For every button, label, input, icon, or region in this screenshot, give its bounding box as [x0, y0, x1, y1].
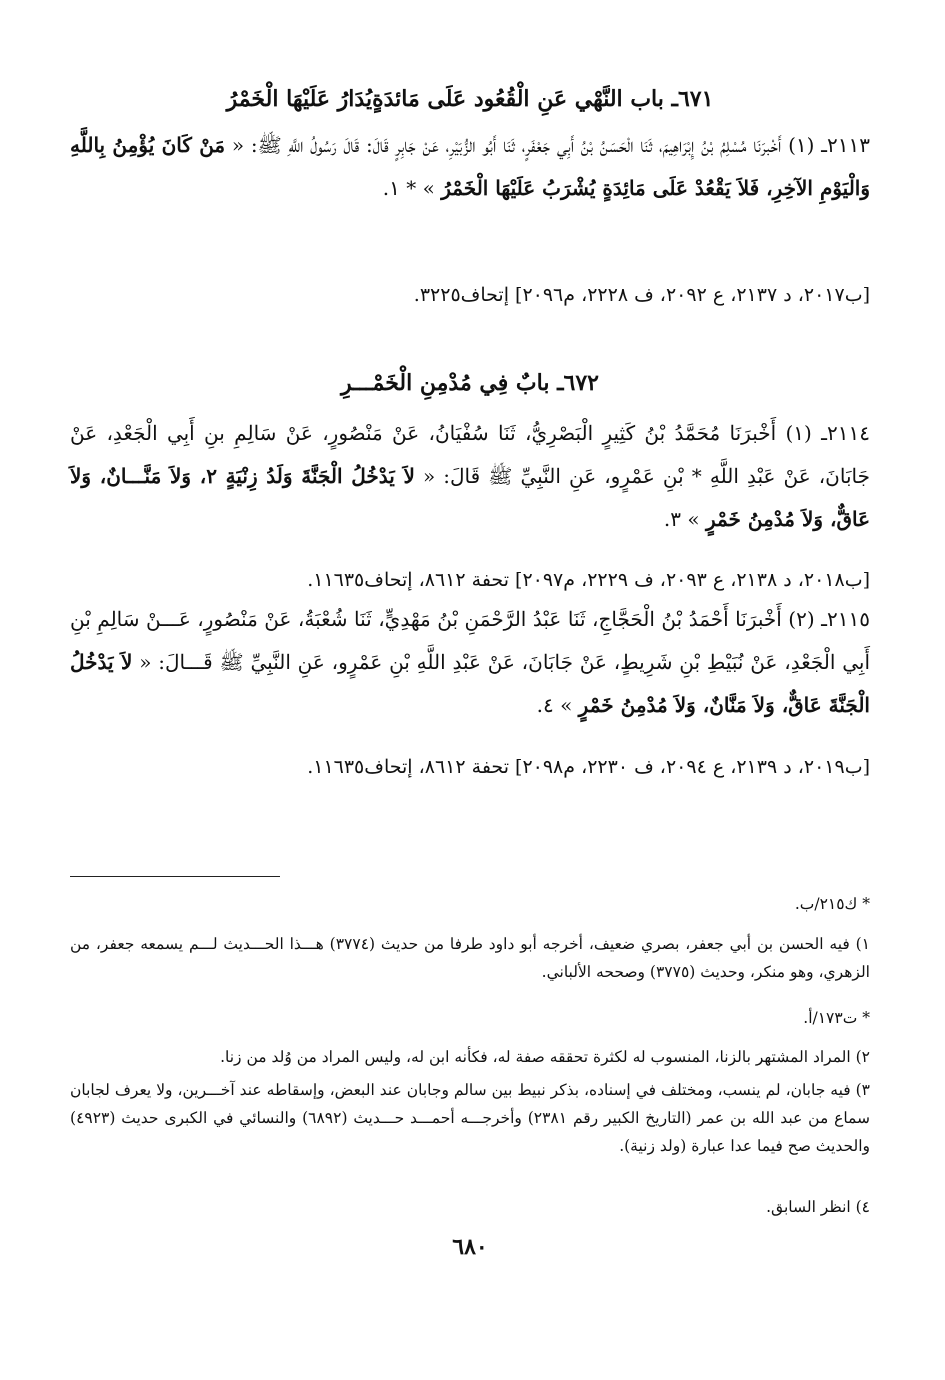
hadith-2113-isnad: ٢١١٣ـ (١) أَخْبرَنَا مُسْلِمُ بْنُ إِبْرَاهِيمَ، ثَنَا الْحَسَنُ بْنُ أَبِي جَعْفَرٍ، ثَنَا أَبُو الزُّبَيْرِ، عَنْ جَابِرٍ قَالَ: قَالَ رَسُولُ اللَّهِ ﷺ: «	[231, 133, 871, 157]
footnote-3: ٣) فيه جابان، لم ينسب، ومختلف في إسناده، بذكر نبيط بين سالم وجابان عند البعض، وإسقاطه عند آخـــرين، ولا يعرف لجابان سماع من عبد الله بن عمر (التاريخ الكبير رقم ٢٣٨١) وأخرجـــه أحمـــد حـــديث (٦٨٩٢) والنسائي في الكبرى حديث (٤٩٢٣) والحديث صح فيما عدا عبارة (ولد زنية).	[70, 1081, 870, 1155]
hadith-2113-end: » * ١.	[382, 176, 435, 200]
hadith-2114-isnad: ٢١١٤ـ (١) أَخْبرَنَا مُحَمَّدُ بْنُ كَثِيرٍ الْبَصْرِيُّ، ثَنَا سُفْيَانُ، عَنْ مَنْصُورٍ، عَنْ سَالِمِ بنِ أَبِي الْجَعْدِ، عَنْ جَابَانَ، عَنْ عَبْدِ اللَّهِ * بْنِ عَمْرٍو، عَنِ النَّبِيِّ ﷺ قَالَ: «	[70, 421, 870, 488]
page-number: ٦٨٠	[452, 1234, 488, 1260]
hadith-2115-references: [ب٢٠١٩، د ٢١٣٩، ع ٢٠٩٤، ف ٢٢٣٠، م٢٠٩٨] تحفة ٨٦١٢، إتحاف١١٦٣٥.	[307, 756, 870, 778]
footnote-2: ٢) المراد المشتهر بالزنا، المنسوب له لكثرة تحققه صفة له، فكأنه ابن له، وليس المراد من وُلد من زنا.	[220, 1048, 870, 1066]
hadith-2114-end: » ٣.	[663, 507, 700, 531]
footnote-4: ٤) انظر السابق.	[766, 1198, 870, 1216]
footnote-star-1: * ك٢١٥/ب.	[794, 895, 870, 913]
document-page	[70, 0, 870, 1380]
hadith-2114-matn: لاَ يَدْخُلُ الْجَنَّةَ وَلَدُ زِنْيَةٍ ٢، وَلاَ مَنَّـــانٌ، وَلاَ عَاقٌّ، وَلاَ مُدْمِنُ خَمْرٍ	[70, 464, 870, 531]
hadith-2113-matn: مَنْ كَانَ يُؤْمِنُ بِاللَّهِ وَالْيَوْمِ الآخِرِ، فَلاَ يَقْعُدْ عَلَى مَائِدَةٍ يُشْرَبُ عَلَيْهَا الْخَمْرُ	[70, 133, 870, 200]
hadith-2113	[70, 124, 870, 210]
footnote-1: ١) فيه الحسن بن أبي جعفر، بصري ضعيف، أخرجه أبو داود طرفا من حديث (٣٧٧٤) هـــذا الحـــديث لـــم يسمعه جعفر، من الزهري، وهو منكر، وحديث (٣٧٧٥) وصححه الألباني.	[70, 935, 870, 981]
hadith-2114-references: [ب٢٠١٨، د ٢١٣٨، ع ٢٠٩٣، ف ٢٢٢٩، م٢٠٩٧] تحفة ٨٦١٢، إتحاف١١٦٣٥.	[307, 569, 870, 591]
hadith-2115-matn: لاَ يَدْخُلُ الْجَنَّةَ عَاقٌّ، وَلاَ مَنَّانٌ، وَلاَ مُدْمِنُ خَمْرٍ	[70, 650, 870, 717]
footnote-star-2: * ت١٧٣/أ.	[803, 1009, 870, 1027]
hadith-2115-isnad: ٢١١٥ـ (٢) أَخْبرَنَا أَحْمَدُ بْنُ الْحَجَّاجِ، ثَنَا عَبْدُ الرَّحْمَنِ بْنُ مَهْدِيٍّ، ثَنَا شُعْبَةُ، عَنْ مَنْصُورٍ، عَـــنْ سَالِمِ بْنِ أَبِي الْجَعْدِ، عَنْ نُبَيْطِ بْنِ شَرِيطٍ، عَنْ جَابَانَ، عَنْ عَبْدِ اللَّهِ بْنِ عَمْرٍو، عَنِ النَّبِيِّ ﷺ قَـــالَ: «	[70, 607, 871, 674]
hadith-2114	[70, 412, 870, 541]
footnote-divider	[70, 876, 280, 877]
chapter-heading-672: ٦٧٢ـ بابٌ فِي مُدْمِنِ الْخَمْـــرِ	[341, 370, 599, 396]
chapter-heading-671: ٦٧١ـ باب النَّهْي عَنِ الْقُعُود عَلَى مَائدَةٍيُدَارُ عَلَيْهَا الْخَمْرُ	[226, 86, 714, 112]
hadith-2115-end: » ٤.	[536, 693, 573, 717]
hadith-2113-references: [ب٢٠١٧، د ٢١٣٧، ع ٢٠٩٢، ف ٢٢٢٨، م٢٠٩٦] إتحاف٣٢٢٥.	[413, 284, 870, 306]
hadith-2115	[70, 598, 870, 727]
